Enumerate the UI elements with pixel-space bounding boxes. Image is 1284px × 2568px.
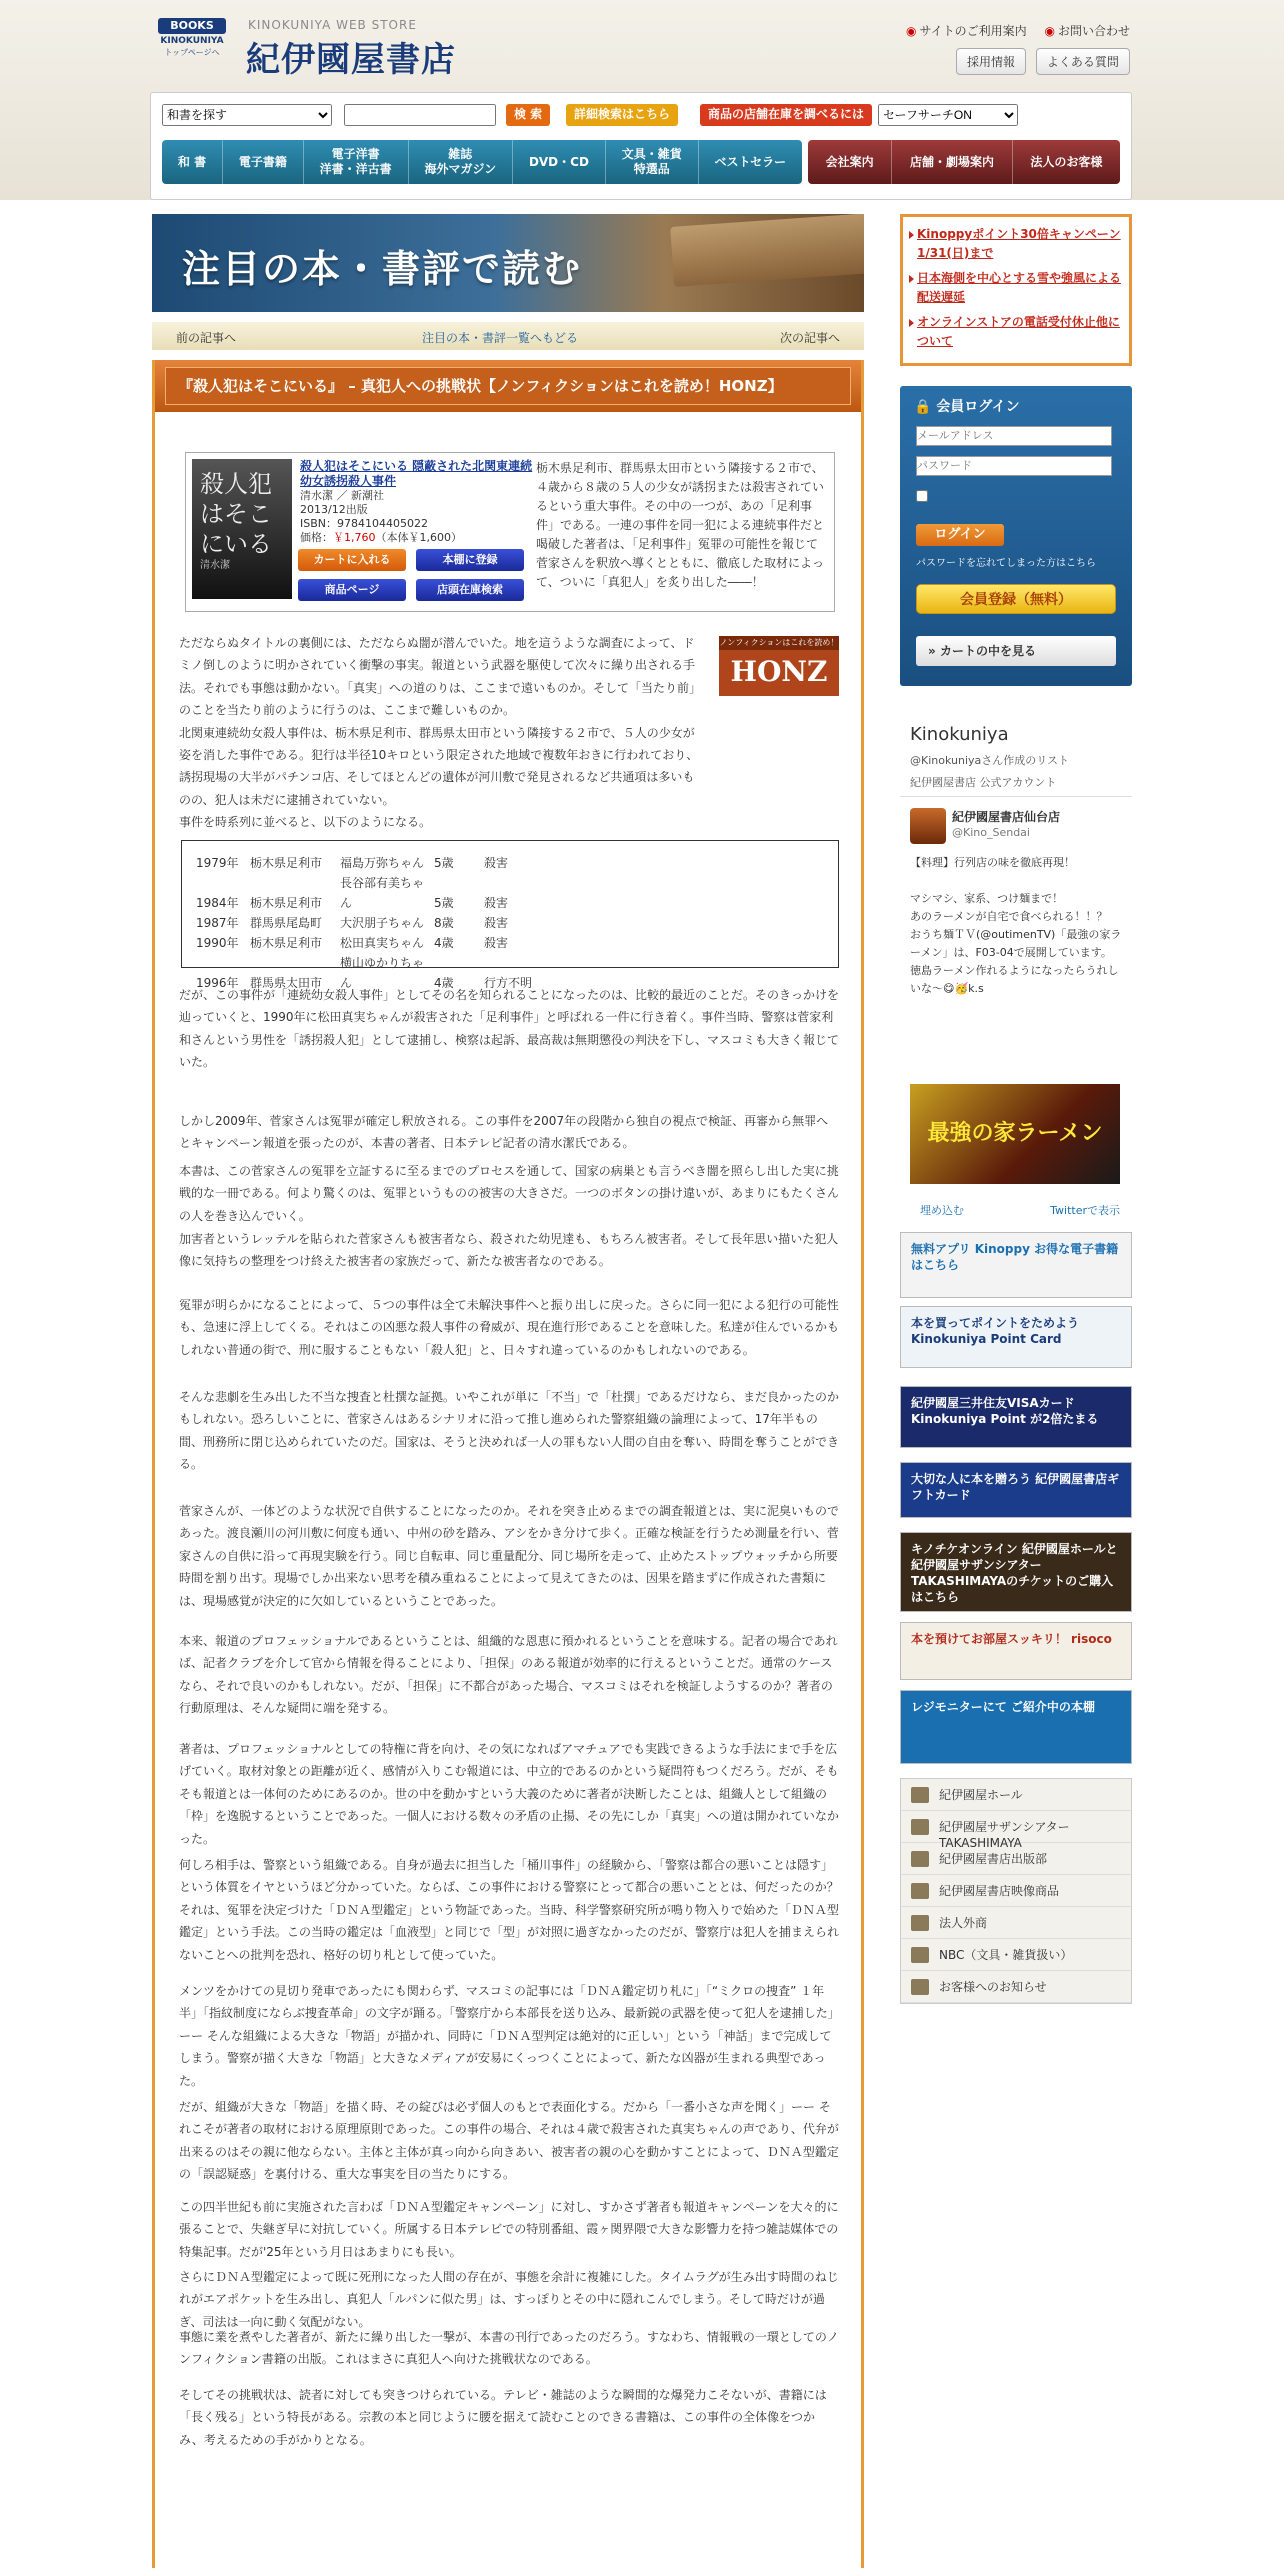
book-author: 清水潔 ／ 新潮社	[300, 489, 384, 502]
chronology-row	[196, 933, 838, 953]
chronology-cell: 殺害	[484, 916, 509, 930]
bullet-icon: ◉	[906, 24, 917, 38]
nav-company[interactable]: 会社案内	[808, 140, 892, 184]
article-title: 『殺人犯はそこにいる』 – 真犯人への挑戦状【ノンフィクションはこれを読め！HONZ】	[165, 367, 851, 405]
kinokuniya-label: KINOKUNIYA	[160, 36, 224, 46]
search-button[interactable]: 検 索	[506, 104, 550, 126]
add-to-shelf-button[interactable]: 本棚に登録	[416, 549, 524, 571]
notice-link[interactable]: 日本海側を中心とする雪や強風による配送遅延	[909, 269, 1123, 307]
email-field[interactable]	[916, 426, 1112, 446]
store-name-en: KINOKUNIYA WEB STORE	[248, 18, 417, 32]
site-guide-link[interactable]: ◉ サイトのご利用案内	[906, 24, 1027, 38]
safesearch-select[interactable]	[878, 104, 1018, 126]
chronology-cell: 1979年	[196, 856, 239, 870]
chronology-cell: 大沢朋子ちゃん	[340, 916, 425, 930]
chronology-cell: 5歳	[434, 856, 454, 870]
chronology-cell: 1990年	[196, 936, 239, 950]
sidebar-link[interactable]: 紀伊國屋サザンシアター TAKASHIMAYA	[901, 1811, 1131, 1843]
chronology-cell: 殺害	[484, 896, 509, 910]
contact-link[interactable]: ◉ お問い合わせ	[1044, 24, 1130, 38]
recruit-button[interactable]: 採用情報	[956, 48, 1026, 75]
search-category-select[interactable]	[162, 104, 332, 126]
chronology-cell: 4歳	[434, 976, 454, 990]
notice-link[interactable]: Kinoppyポイント30倍キャンペーン1/31(日)まで	[909, 225, 1123, 263]
sidebar-link[interactable]: 法人外商	[901, 1907, 1131, 1939]
article-list-link[interactable]: 注目の本・書評一覧へもどる	[422, 331, 579, 345]
notice-box	[900, 214, 1132, 366]
nav-bestseller[interactable]: ベストセラー	[714, 154, 787, 169]
sidebar-banner[interactable]: 無料アプリ Kinoppy お得な電子書籍はこちら	[900, 1232, 1132, 1298]
nav-japanese-books[interactable]: 和 書	[162, 140, 223, 184]
sidebar-links	[900, 1778, 1132, 2004]
book-cover[interactable]: 殺人犯はそこにいる 清水潔	[192, 459, 292, 599]
article	[152, 360, 864, 2568]
top-links	[906, 22, 1144, 39]
lock-icon: 🔒	[914, 399, 932, 415]
article-paragraph: さらにＤＮＡ型鑑定によって既に死刑になった人間の存在が、事態を余計に複雑にした。タイムラグが生み出す時間のねじれがエアポケットを生み出し、真犯人「ルパンに似た男」は、すっぽりとその中に隠れこんでしまう。そして時だけが過ぎ、司法は一向に動く気配がない。	[179, 2270, 839, 2329]
chronology-row	[196, 853, 838, 873]
chronology-cell: 殺害	[484, 856, 509, 870]
search-input[interactable]	[344, 104, 496, 126]
embed-link[interactable]: 埋め込む	[920, 1204, 964, 1217]
book-title-link[interactable]: 殺人犯はそこにいる 隠蔽された北関東連続幼女誘拐殺人事件	[300, 459, 533, 488]
article-paragraph: 菅家さんが、一体どのような状況で自供することになったのか。それを突き止めるまでの調査報道とは、実に泥臭いものであった。渡良瀬川の河川敷に何度も通い、中州の砂を踏み、アシをかき分けて歩く。正確な検証を行うため測量を行い、菅家さんの自供に沿って再現実験を行う。同じ自転車、同じ重量配分、同じ場所を走って、止めたストップウォッチから所要時間を割り出す。現場でしか出来ない思考を積み重ねることによって見えてきたのは、因果を踏まずに作成された書類には、現場感覚が決定的に欠如しているということであった。	[179, 1504, 840, 1608]
chronology-cell: 群馬県太田市	[250, 976, 323, 990]
article-paragraph: そんな悲劇を生み出した不当な捜査と杜撰な証拠。いやこれが単に「不当」で「杜撰」であるだけなら、まだ良かったのかもしれない。恐ろしいことに、菅家さんはあるシナリオに沿って推し進められた警察組織の論理によって、17年半もの間、刑務所に閉じ込められていたのだ。国家は、そうと決めれば一人の罪もない人間の自由を奪い、時間を奪うことができる。	[179, 1390, 840, 1472]
book-price: 価格：￥1,760（本体￥1,600）	[300, 531, 462, 544]
nav-foreign-books[interactable]: 電子洋書 洋書・洋古書	[304, 140, 409, 184]
books-label: BOOKS	[158, 18, 226, 34]
top-page-link[interactable]: トップページへ	[164, 48, 220, 57]
book-info	[300, 459, 536, 545]
chronology-cell: 栃木県足利市	[250, 896, 323, 910]
book-description: 栃木県足利市、群馬県太田市という隣接する２市で、４歳から８歳の５人の少女が誘拐または殺害されているという重大事件。その中の一つが、あの「足利事件」である。一連の事件を同一犯による連続事件だと喝破した著者は、「足利事件」冤罪の可能性を報じて菅家さんを釈放へ導くとともに、徹底した取材によって、ついに「真犯人」を炙り出した――！	[536, 461, 825, 589]
book-date: 2013/12出版	[300, 503, 368, 516]
login-title: 🔒 会員ログイン	[914, 399, 1020, 415]
article-paragraph: 加害者というレッテルを貼られた菅家さんも被害者なら、殺された幼児達も、もちろん被害者。そして長年思い描いた犯人像に気持ちの整理をつけ終えた被害者の家族だって、新たな被害者なのである。	[179, 1232, 839, 1269]
article-paragraph: メンツをかけての見切り発車であったにも関わらず、マスコミの記事には「ＤＮＡ鑑定切り札に」「“ミクロの捜査” １年半」「指紋制度にならぶ捜査革命」の文字が踊る。「警察庁から本部長を送り込み、最新鋭の武器を使って犯人を逮捕した」ーー そんな組織による大きな「物語」が描かれ、同時に「ＤＮＡ型判定は絶対的に正しい」という「神話」まで完成してしまう。警察が描く大きな「物語」と大きなメディアが安易にくっつくことによって、新たな凶器が生まれる典型であった。	[179, 1984, 834, 2088]
chronology-cell: 1987年	[196, 916, 239, 930]
chronology-cell: 栃木県足利市	[250, 936, 323, 950]
main-nav	[162, 140, 802, 184]
tweet-account-name[interactable]: 紀伊國屋書店仙台店	[952, 810, 1061, 824]
view-cart-button[interactable]: » カートの中を見る	[916, 636, 1116, 666]
chevron-right-icon: »	[928, 644, 936, 658]
avatar[interactable]	[910, 808, 946, 844]
article-paragraph: しかし2009年、菅家さんは冤罪が確定し釈放される。この事件を2007年の段階から独自の視点で検証、再審から無罪へとキャンペーン報道を張ったのが、本書の著者、日本テレビ記者の清水潔氏である。	[179, 1114, 829, 1151]
banner-title: 注目の本・書評で読む	[182, 247, 583, 291]
article-paragraph: だが、組織が大きな「物語」を描く時、その綻びは必ず個人のもとで表面化する。だから「一番小さな声を聞く」ーー それこそが著者の取材における原理原則であった。この事件の場合、それは４歳で殺害された真実ちゃんの声であり、代弁が出来るのはその親に他ならない。主体と主体が真っ向から向きあい、被害者の親の心を動かすことによって、ＤＮＡ型鑑定の「誤認疑惑」を裏付ける、重大な事実を目の当たりにする。	[179, 2100, 839, 2182]
twitter-list-sub: 紀伊國屋書店 公式アカウント	[910, 776, 1057, 789]
sidebar-banner[interactable]: 紀伊國屋三井住友VISAカード Kinokuniya Point が2倍たまる	[900, 1386, 1132, 1448]
chronology-cell: 群馬県尾島町	[250, 916, 323, 930]
top-buttons	[950, 48, 1130, 75]
intro-paragraph: ただならぬタイトルの裏側には、ただならぬ闇が潜んでいた。地を這うような調査によって、ドミノ倒しのように明かされていく衝撃の事実。報道という武器を駆使して次々に繰り出される手法。それでも事態は動かない。「真実」への道のりは、ここまで遠いものか。そして「当たり前」のことを当たり前のように行うのは、ここまで難しいものか。 北関東連続幼女殺人事件は、栃木県足利市、群馬県太田市という隣接する２市で、５人の少女が姿を消した事件である。犯行は半径10キロという限定された地域で複数年おきに行われており、誘拐現場の大半がパチンコ店、そしてほとんどの遺体が河川敷で発見されるなど共通項は多いものの、犯人は未だに逮捕されていない。 事件を時系列に並べると、以下のようになる。	[179, 636, 699, 830]
chronology-table	[181, 840, 839, 990]
add-to-cart-button[interactable]: カートに入れる	[298, 549, 406, 571]
twitter-list-by: @Kinokuniyaさん作成のリスト	[910, 754, 1070, 767]
nav-magazines[interactable]: 雑誌 海外マガジン	[409, 140, 513, 184]
login-panel	[900, 386, 1132, 686]
article-nav	[152, 322, 864, 350]
book-isbn: ISBN：9784104405022	[300, 517, 428, 530]
section-banner	[152, 214, 864, 312]
sidebar-banner[interactable]: 本を買ってポイントをためよう Kinokuniya Point Card	[900, 1306, 1132, 1368]
chronology-row	[196, 913, 838, 933]
sidebar-link[interactable]: お客様へのお知らせ	[901, 1971, 1131, 2003]
product-page-button[interactable]: 商品ページ	[298, 579, 406, 601]
chronology-cell: 福島万弥ちゃん	[340, 856, 425, 870]
honz-logo[interactable]	[719, 636, 839, 696]
twitter-widget	[900, 724, 1132, 1217]
nav-stores[interactable]: 店舗・劇場案内	[892, 140, 1012, 184]
nav-stationery[interactable]: 文具・雑貨 特選品	[606, 140, 699, 184]
forgot-password-link[interactable]: パスワードを忘れてしまった方はこちら	[916, 558, 1096, 569]
banner-book-image	[670, 214, 864, 287]
article-header	[155, 360, 861, 412]
remember-checkbox[interactable]	[916, 490, 928, 502]
books-logo[interactable]	[158, 18, 226, 68]
bullet-icon: ◉	[1044, 24, 1055, 38]
store-stock-button[interactable]: 商品の店舗在庫を調べるには	[700, 104, 872, 126]
next-article-link[interactable]: 次の記事へ	[779, 331, 840, 345]
chronology-cell: 4歳	[434, 936, 454, 950]
article-paragraph: そしてその挑戦状は、読者に対しても突きつけられている。テレビ・雑誌のような瞬間的な爆発力こそないが、書籍には「長く残る」という特長がある。宗教の本と同じように腰を据えて読むことのできる書籍は、この事件の全体像をつかみ、考えるための手がかりとなる。	[179, 2388, 827, 2447]
article-paragraph: 何しろ相手は、警察という組織である。自身が過去に担当した「桶川事件」の経験から、「警察は都合の悪いことは隠す」という体質をイヤというほど分かっていた。ならば、この事件における警察にとって都合の悪いこととは、何だったのか？それは、冤罪を決定づけた「ＤＮＡ型鑑定」という物証であった。当時、科学警察研究所が鳴り物入りで始めた「ＤＮＡ型鑑定」という手法。この当時の鑑定は「血液型」と同じで「型」が対照に過ぎなかったのだが、警察庁は犯人を捕まえられないことへの批判を恐れ、格好の切り札として使っていた。	[179, 1858, 840, 1962]
article-paragraph: 事態に業を煮やした著者が、新たに繰り出した一撃が、本書の刊行であったのだろう。すなわち、情報戦の一環としてのノンフィクション書籍の出版。これはまさに真犯人へ向けた挑戦状なのである。	[179, 2330, 839, 2367]
chronology-cell: 1984年	[196, 896, 239, 910]
article-paragraph: 本書は、この菅家さんの冤罪を立証するに至るまでのプロセスを通して、国家の病巣とも言うべき闇を照らし出した実に挑戦的な一冊である。何より驚くのは、冤罪というものの被害の大きさだ。一つのボタンの掛け違いが、あまりにもたくさんの人を巻き込んでいく。	[179, 1164, 840, 1223]
honz-tagline: ノンフィクションはこれを読め！	[719, 636, 839, 650]
nav-dvd-cd[interactable]: DVD・CD	[513, 140, 606, 184]
chronology-row	[196, 873, 838, 913]
prev-article-link[interactable]: 前の記事へ	[176, 331, 237, 345]
chronology-cell: 8歳	[434, 916, 454, 930]
chronology-cell: 長谷部有美ちゃん	[340, 876, 425, 910]
book-box	[185, 452, 835, 612]
article-paragraph: 冤罪が明らかになることによって、５つの事件は全て未解決事件へと振り出しに戻った。さらに同一犯による犯行の可能性も、急速に浮上してくる。それはこの凶悪な殺人事件の脅威が、現在進行形であることを意味した。私達が住んでいるかもしれない普通の街で、刑に服することもない「殺人犯」と、日々すれ違っているのかもしれないのである。	[179, 1298, 840, 1357]
twitter-list-title[interactable]: Kinokuniya	[910, 724, 1009, 745]
sidebar-link[interactable]: 紀伊國屋書店出版部	[901, 1843, 1131, 1875]
tweet-image[interactable]: 最強の家ラーメン	[910, 1084, 1120, 1184]
store-stock-search-button[interactable]: 店頭在庫検索	[416, 579, 524, 601]
tweet-handle[interactable]: @Kino_Sendai	[952, 826, 1030, 839]
tweet-text: 【料理】行列店の味を徹底再現！ マシマシ、家系、つけ麺まで！ あのラーメンが自宅で食べられる！！？ おうち麺ＴＶ(@outimenTV)「最強の家ラーメン」は、F03-04で展開しています。 徳島ラーメン作れるようになったらうれしいな～😋🥳k.s	[910, 856, 1122, 995]
chronology-cell: 1996年	[196, 976, 239, 990]
chronology-cell: 行方不明	[484, 976, 533, 990]
sidebar-banner[interactable]: 本を預けてお部屋スッキリ！ risoco	[900, 1622, 1132, 1680]
password-field[interactable]	[916, 456, 1112, 476]
sidebar-link[interactable]: 紀伊國屋ホール	[901, 1779, 1131, 1811]
faq-button[interactable]: よくある質問	[1036, 48, 1130, 75]
notice-link[interactable]: オンラインストアの電話受付休止他について	[909, 313, 1123, 351]
article-paragraph: だが、この事件が「連続幼女殺人事件」としてその名を知られることになったのは、比較的最近のことだ。そのきっかけを辿っていくと、1990年に松田真実ちゃんが殺害された「足利事件」と呼ばれる一件に行き着く。事件当時、警察は菅家利和さんという男性を「誘拐殺人犯」として逮捕し、検察は起訴、最高裁は無期懲役の判決を下し、マスコミも大きく報じていた。	[179, 988, 840, 1070]
corporate-nav	[808, 140, 1120, 184]
article-paragraph: 本来、報道のプロフェッショナルであるということは、組織的な恩恵に預かれるということを意味する。記者の場合であれば、記者クラブを介して官から情報を得ることにより、「担保」のある報道が効率的に行えるということだ。通常のケースなら、それで良いのかもしれない。だが、「担保」に不都合があった場合、マスコミはそれを検証しようするのか？著者の行動原理は、そんな疑問に端を発する。	[179, 1634, 838, 1716]
article-paragraph: この四半世紀も前に実施された言わば「ＤＮＡ型鑑定キャンペーン」に対し、すかさず著者も報道キャンペーンを大々的に張ることで、失継ぎ早に対抗していく。所属する日本テレビでの特別番組、霞ヶ関界隈で大きな影響力を持つ雑誌媒体での特集記事。だが'25年という月日はあまりにも長い。	[179, 2200, 839, 2259]
nav-corporate[interactable]: 法人のお客様	[1030, 154, 1103, 169]
chronology-cell: 殺害	[484, 936, 509, 950]
sidebar-banner[interactable]: レジモニターにて ご紹介中の本棚	[900, 1690, 1132, 1764]
article-paragraph: 著者は、プロフェッショナルとしての特権に背を向け、その気になればアマチュアでも実践できるような手法にまで手を広げていく。取材対象との距離が近く、感情が入りこむ報道には、中立的であるのかという疑問符もつくだろう。だが、そもそも報道とは一体何のためにあるのか。世の中を動かすという大義のために著者が決断したことは、組織人として組織の「枠」を逸脱するということであった。一個人における数々の矛盾の止揚、その先にしか「真実」への道は開かれていなかった。	[179, 1742, 839, 1846]
sidebar-link[interactable]: NBC（文具・雑貨扱い）	[901, 1939, 1131, 1971]
sidebar-banner[interactable]: 大切な人に本を贈ろう 紀伊國屋書店ギフトカード	[900, 1462, 1132, 1518]
sidebar-link[interactable]: 紀伊國屋書店映像商品	[901, 1875, 1131, 1907]
store-name-logo[interactable]: 紀伊國屋書店	[246, 40, 456, 80]
view-on-twitter-link[interactable]: Twitterで表示	[1050, 1204, 1120, 1217]
chronology-cell: 松田真実ちゃん	[340, 936, 425, 950]
chronology-cell: 横山ゆかりちゃん	[340, 956, 425, 990]
divider	[900, 796, 1132, 797]
login-button[interactable]: ログイン	[916, 524, 1004, 546]
register-button[interactable]: 会員登録（無料）	[916, 584, 1116, 614]
chronology-cell: 5歳	[434, 896, 454, 910]
chronology-cell: 栃木県足利市	[250, 856, 323, 870]
sidebar-banner[interactable]: キノチケオンライン 紀伊國屋ホールと紀伊國屋サザンシアターTAKASHIMAYAのチケットのご購入はこちら	[900, 1532, 1132, 1612]
nav-ebooks[interactable]: 電子書籍	[223, 140, 304, 184]
advanced-search-button[interactable]: 詳細検索はこちら	[566, 104, 678, 126]
honz-wordmark: HONZ	[730, 655, 828, 688]
